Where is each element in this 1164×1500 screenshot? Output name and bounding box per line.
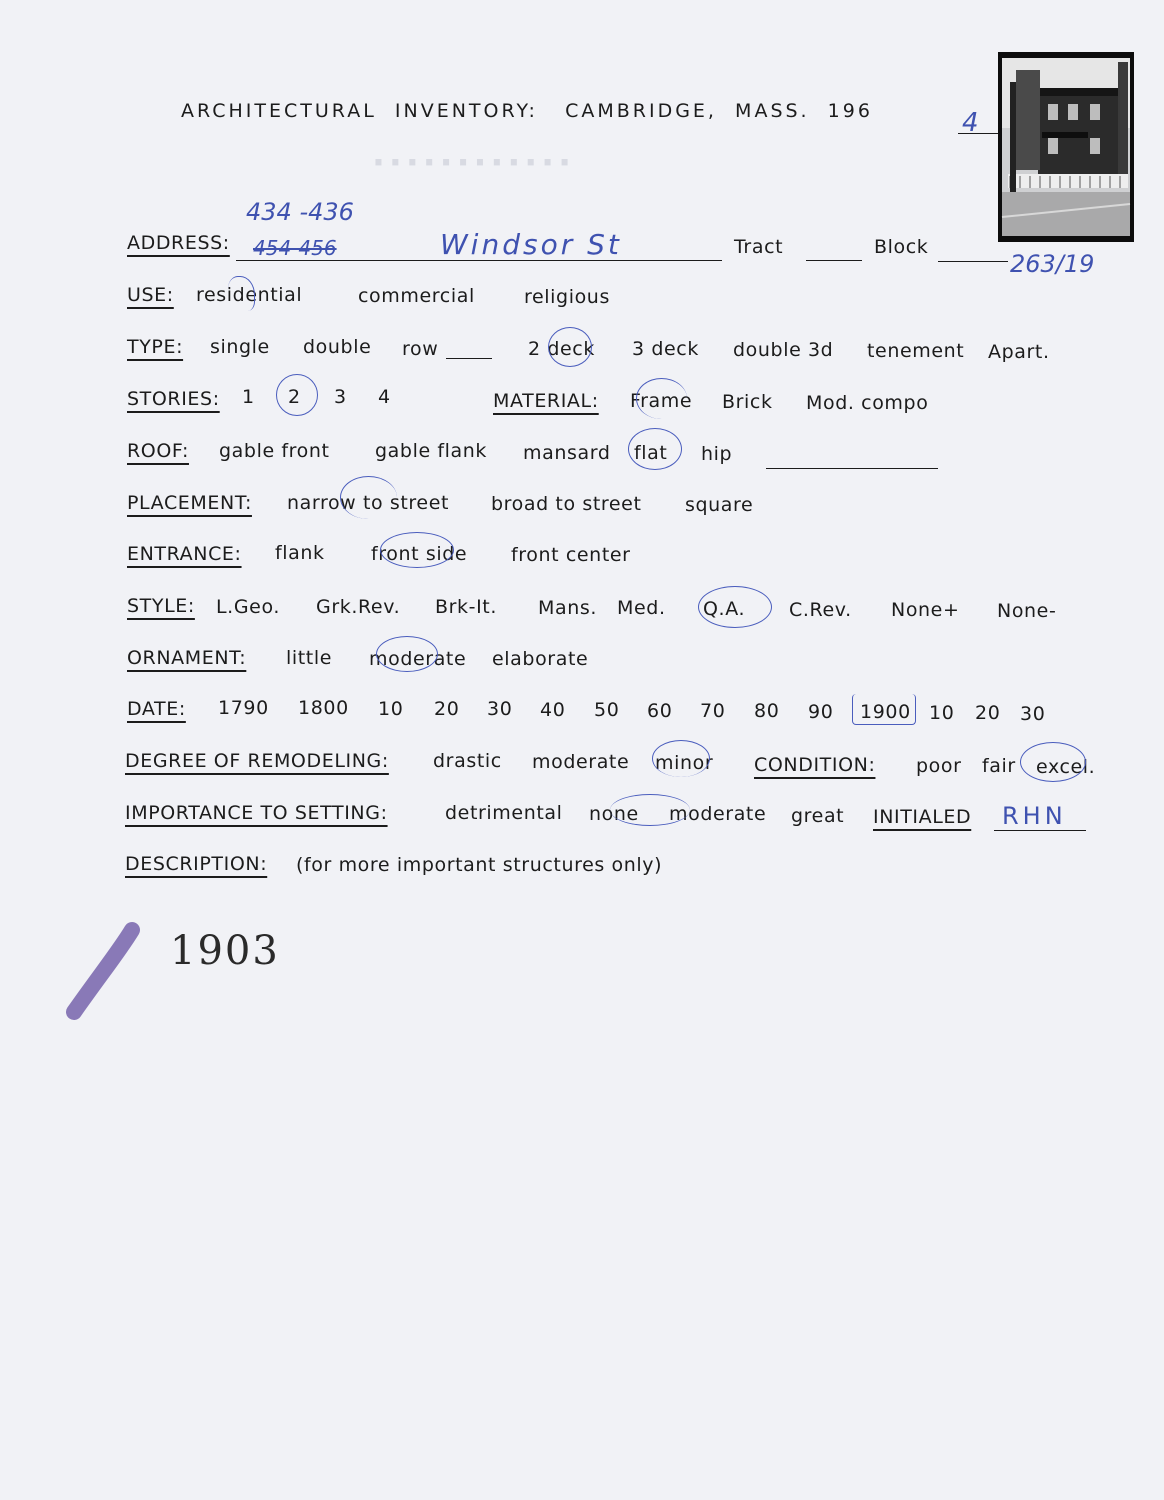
style-mans: Mans. [538, 597, 598, 619]
handwritten-year: 1903 [170, 928, 280, 974]
style-label: STYLE: [127, 595, 195, 617]
entrance-selection-circle [380, 532, 454, 568]
type-double: double [303, 336, 372, 358]
row-line [446, 358, 492, 359]
use-religious: religious [524, 286, 610, 308]
stories-selection-circle [276, 374, 318, 416]
description-label: DESCRIPTION: [125, 853, 268, 875]
entrance-front-center: front center [511, 544, 631, 566]
importance-moderate: moderate [669, 803, 767, 825]
type-apart: Apart. [988, 341, 1050, 363]
address-old-number: 454-456 [253, 236, 337, 260]
date-80: 80 [754, 700, 780, 722]
remodeling-moderate: moderate [532, 751, 630, 773]
date-90: 90 [808, 701, 834, 723]
year-digit-handwritten: 4 [962, 108, 979, 138]
type-3-deck: 3 deck [632, 338, 699, 360]
style-q-a: Q.A. [703, 598, 746, 620]
date-60: 60 [647, 700, 673, 722]
address-label: ADDRESS: [127, 232, 230, 254]
year-underline [958, 133, 998, 134]
date-10: 10 [378, 698, 404, 720]
remodeling-label: DEGREE OF REMODELING: [125, 750, 389, 772]
address-street: Windsor St [440, 228, 622, 261]
placement-selection-mark [340, 476, 397, 519]
date-1930: 30 [1020, 703, 1046, 725]
type-selection-circle [548, 327, 592, 367]
remodeling-selection-circle [652, 740, 710, 777]
building-photo [998, 52, 1134, 242]
style-none-minus: None- [997, 600, 1057, 622]
condition-label: CONDITION: [754, 754, 876, 776]
condition-selection-circle [1020, 742, 1086, 782]
material-selection-mark [636, 378, 687, 419]
address-line [236, 260, 722, 261]
style-med: Med. [617, 597, 666, 619]
block-label: Block [874, 236, 929, 258]
ornament-elaborate: elaborate [492, 648, 589, 670]
date-40: 40 [540, 699, 566, 721]
date-1790: 1790 [218, 697, 269, 719]
initialed-label: INITIALED [873, 806, 972, 828]
style-none-plus: None+ [891, 599, 960, 621]
date-1910: 10 [929, 702, 955, 724]
ornament-selection-circle [376, 636, 438, 672]
placement-square: square [685, 494, 754, 516]
remodeling-drastic: drastic [433, 750, 502, 772]
type-2-deck: 2 deck [528, 338, 595, 360]
type-double-3d: double 3d [733, 339, 834, 361]
entrance-front-side: front side [371, 543, 468, 565]
date-50: 50 [594, 699, 620, 721]
roof-other-line [766, 468, 938, 469]
importance-great: great [791, 805, 845, 827]
block-value: 263/19 [1010, 250, 1095, 278]
date-30: 30 [487, 698, 513, 720]
date-selection-bracket [852, 694, 916, 725]
stories-4: 4 [378, 386, 391, 408]
date-1900: 1900 [860, 701, 911, 723]
entrance-label: ENTRANCE: [127, 543, 242, 565]
use-label: USE: [127, 284, 174, 306]
remodeling-minor: minor [655, 752, 714, 774]
roof-gable-front: gable front [219, 440, 330, 462]
material-label: MATERIAL: [493, 390, 599, 412]
type-label: TYPE: [127, 336, 184, 358]
tract-line [806, 260, 862, 261]
condition-poor: poor [916, 755, 962, 777]
date-1800: 1800 [298, 697, 349, 719]
importance-detrimental: detrimental [445, 802, 563, 824]
initialed-value: RHN [1002, 802, 1067, 830]
type-tenement: tenement [867, 340, 965, 362]
condition-excel: excel. [1036, 756, 1096, 778]
roof-hip: hip [701, 443, 733, 465]
form-title: ARCHITECTURAL INVENTORY: CAMBRIDGE, MASS. 196 [181, 100, 873, 122]
block-line [938, 261, 1008, 262]
style-l-geo: L.Geo. [216, 596, 280, 618]
use-residential: residential [196, 284, 303, 306]
placement-narrow: narrow to street [287, 492, 450, 514]
date-label: DATE: [127, 698, 186, 720]
type-single: single [210, 336, 270, 358]
roof-mansard: mansard [523, 442, 611, 464]
material-frame: Frame [630, 390, 693, 412]
placement-label: PLACEMENT: [127, 492, 252, 514]
material-brick: Brick [722, 391, 773, 413]
date-70: 70 [700, 700, 726, 722]
stories-label: STORIES: [127, 388, 220, 410]
style-grk-rev: Grk.Rev. [316, 596, 401, 618]
placement-broad: broad to street [491, 493, 642, 515]
stories-2: 2 [288, 386, 301, 408]
ornament-moderate: moderate [369, 648, 467, 670]
importance-none: none [589, 803, 639, 825]
initialed-line [994, 830, 1086, 831]
roof-flat: flat [634, 442, 668, 464]
style-c-rev: C.Rev. [789, 599, 852, 621]
type-row: row [402, 338, 439, 360]
marker-stroke [60, 920, 150, 1025]
importance-label: IMPORTANCE TO SETTING: [125, 802, 388, 824]
date-1920: 20 [975, 702, 1001, 724]
address-new-number: 434 -436 [246, 198, 354, 226]
use-commercial: commercial [358, 285, 475, 307]
roof-gable-flank: gable flank [375, 440, 488, 462]
stories-3: 3 [334, 386, 347, 408]
entrance-flank: flank [275, 542, 325, 564]
style-brk-it: Brk-It. [435, 596, 497, 618]
roof-label: ROOF: [127, 440, 189, 462]
style-selection-circle [698, 586, 772, 628]
tract-label: Tract [734, 236, 784, 258]
roof-selection-circle [628, 428, 682, 470]
stories-1: 1 [242, 386, 255, 408]
bleed-through-text: ............ [372, 150, 575, 190]
importance-selection-mark [610, 794, 690, 826]
ornament-label: ORNAMENT: [127, 647, 247, 669]
condition-fair: fair [982, 755, 1016, 777]
description-note: (for more important structures only) [296, 854, 663, 876]
ornament-little: little [286, 647, 333, 669]
date-20: 20 [434, 698, 460, 720]
material-mod-compo: Mod. compo [806, 392, 929, 414]
